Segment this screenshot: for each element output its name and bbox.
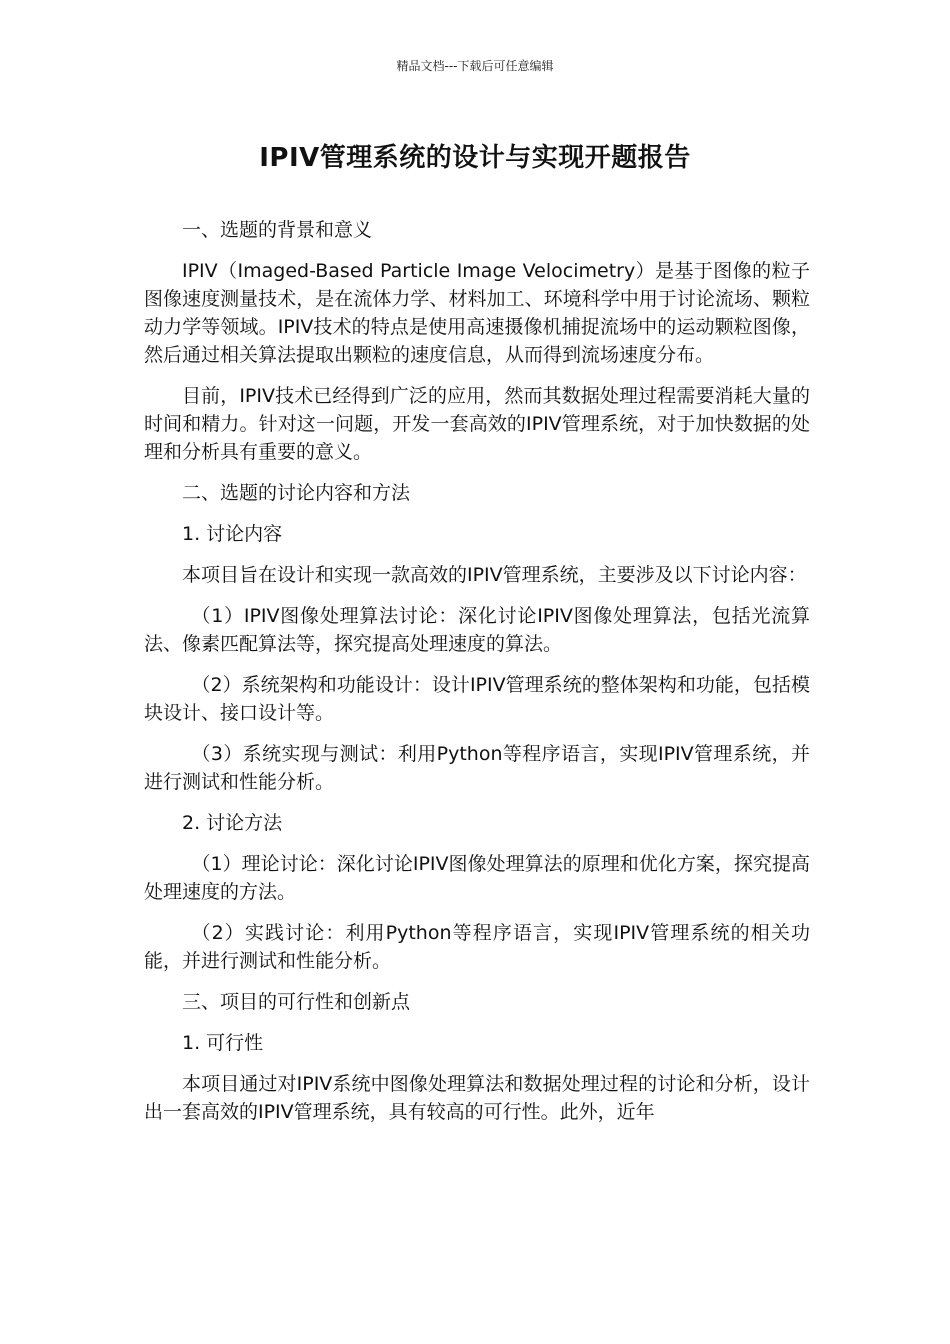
paragraph-feasibility: 本项目通过对IPIV系统中图像处理算法和数据处理过程的讨论和分析，设计出一套高效的IPIV管理系统，具有较高的可行性。此外，近年: [144, 1073, 810, 1123]
paragraph-project-goal: 本项目旨在设计和实现一款高效的IPIV管理系统，主要涉及以下讨论内容：: [182, 564, 807, 586]
paragraph-current-status: 目前，IPIV技术已经得到广泛的应用，然而其数据处理过程需要消耗大量的时间和精力。针对这一问题，开发一套高效的IPIV管理系统，对于加快数据的处理和分析具有重要的意义。: [144, 385, 810, 463]
list-item-algorithm: （1）IPIV图像处理算法讨论：深化讨论IPIV图像处理算法，包括光流算法、像素匹配算法等，探究提高处理速度的算法。: [144, 605, 810, 655]
subheading-research-content: 1. 讨论内容: [182, 523, 283, 545]
list-item-architecture: （2）系统架构和功能设计：设计IPIV管理系统的整体架构和功能，包括模块设计、接口设计等。: [144, 674, 810, 724]
document-body: [144, 216, 810, 1139]
list-item-practice: （2）实践讨论：利用Python等程序语言，实现IPIV管理系统的相关功能，并进行测试和性能分析。: [144, 922, 810, 972]
list-item-theory: （1）理论讨论：深化讨论IPIV图像处理算法的原理和优化方案，探究提高处理速度的方法。: [144, 853, 810, 903]
paragraph-ipiv-intro: IPIV（Imaged-Based Particle Image Velocimetry）是基于图像的粒子图像速度测量技术，是在流体力学、材料加工、环境科学中用于讨论流场、颗粒动力学等领域。IPIV技术的特点是使用高速摄像机捕捉流场中的运动颗粒图像，然后通过相关算法提取出颗粒的速度信息，从而得到流场速度分布。: [144, 260, 810, 366]
section-heading-background: 一、选题的背景和意义: [182, 219, 373, 241]
subheading-feasibility: 1. 可行性: [182, 1032, 264, 1054]
subheading-research-methods: 2. 讨论方法: [182, 812, 283, 834]
section-heading-feasibility: 三、项目的可行性和创新点: [182, 991, 411, 1013]
page-header: 精品文档---下载后可任意编辑: [396, 59, 554, 73]
list-item-implementation: （3）系统实现与测试：利用Python等程序语言，实现IPIV管理系统，并进行测试和性能分析。: [144, 743, 810, 793]
section-heading-content-methods: 二、选题的讨论内容和方法: [182, 482, 411, 504]
document-title: IPIV管理系统的设计与实现开题报告: [259, 143, 691, 173]
